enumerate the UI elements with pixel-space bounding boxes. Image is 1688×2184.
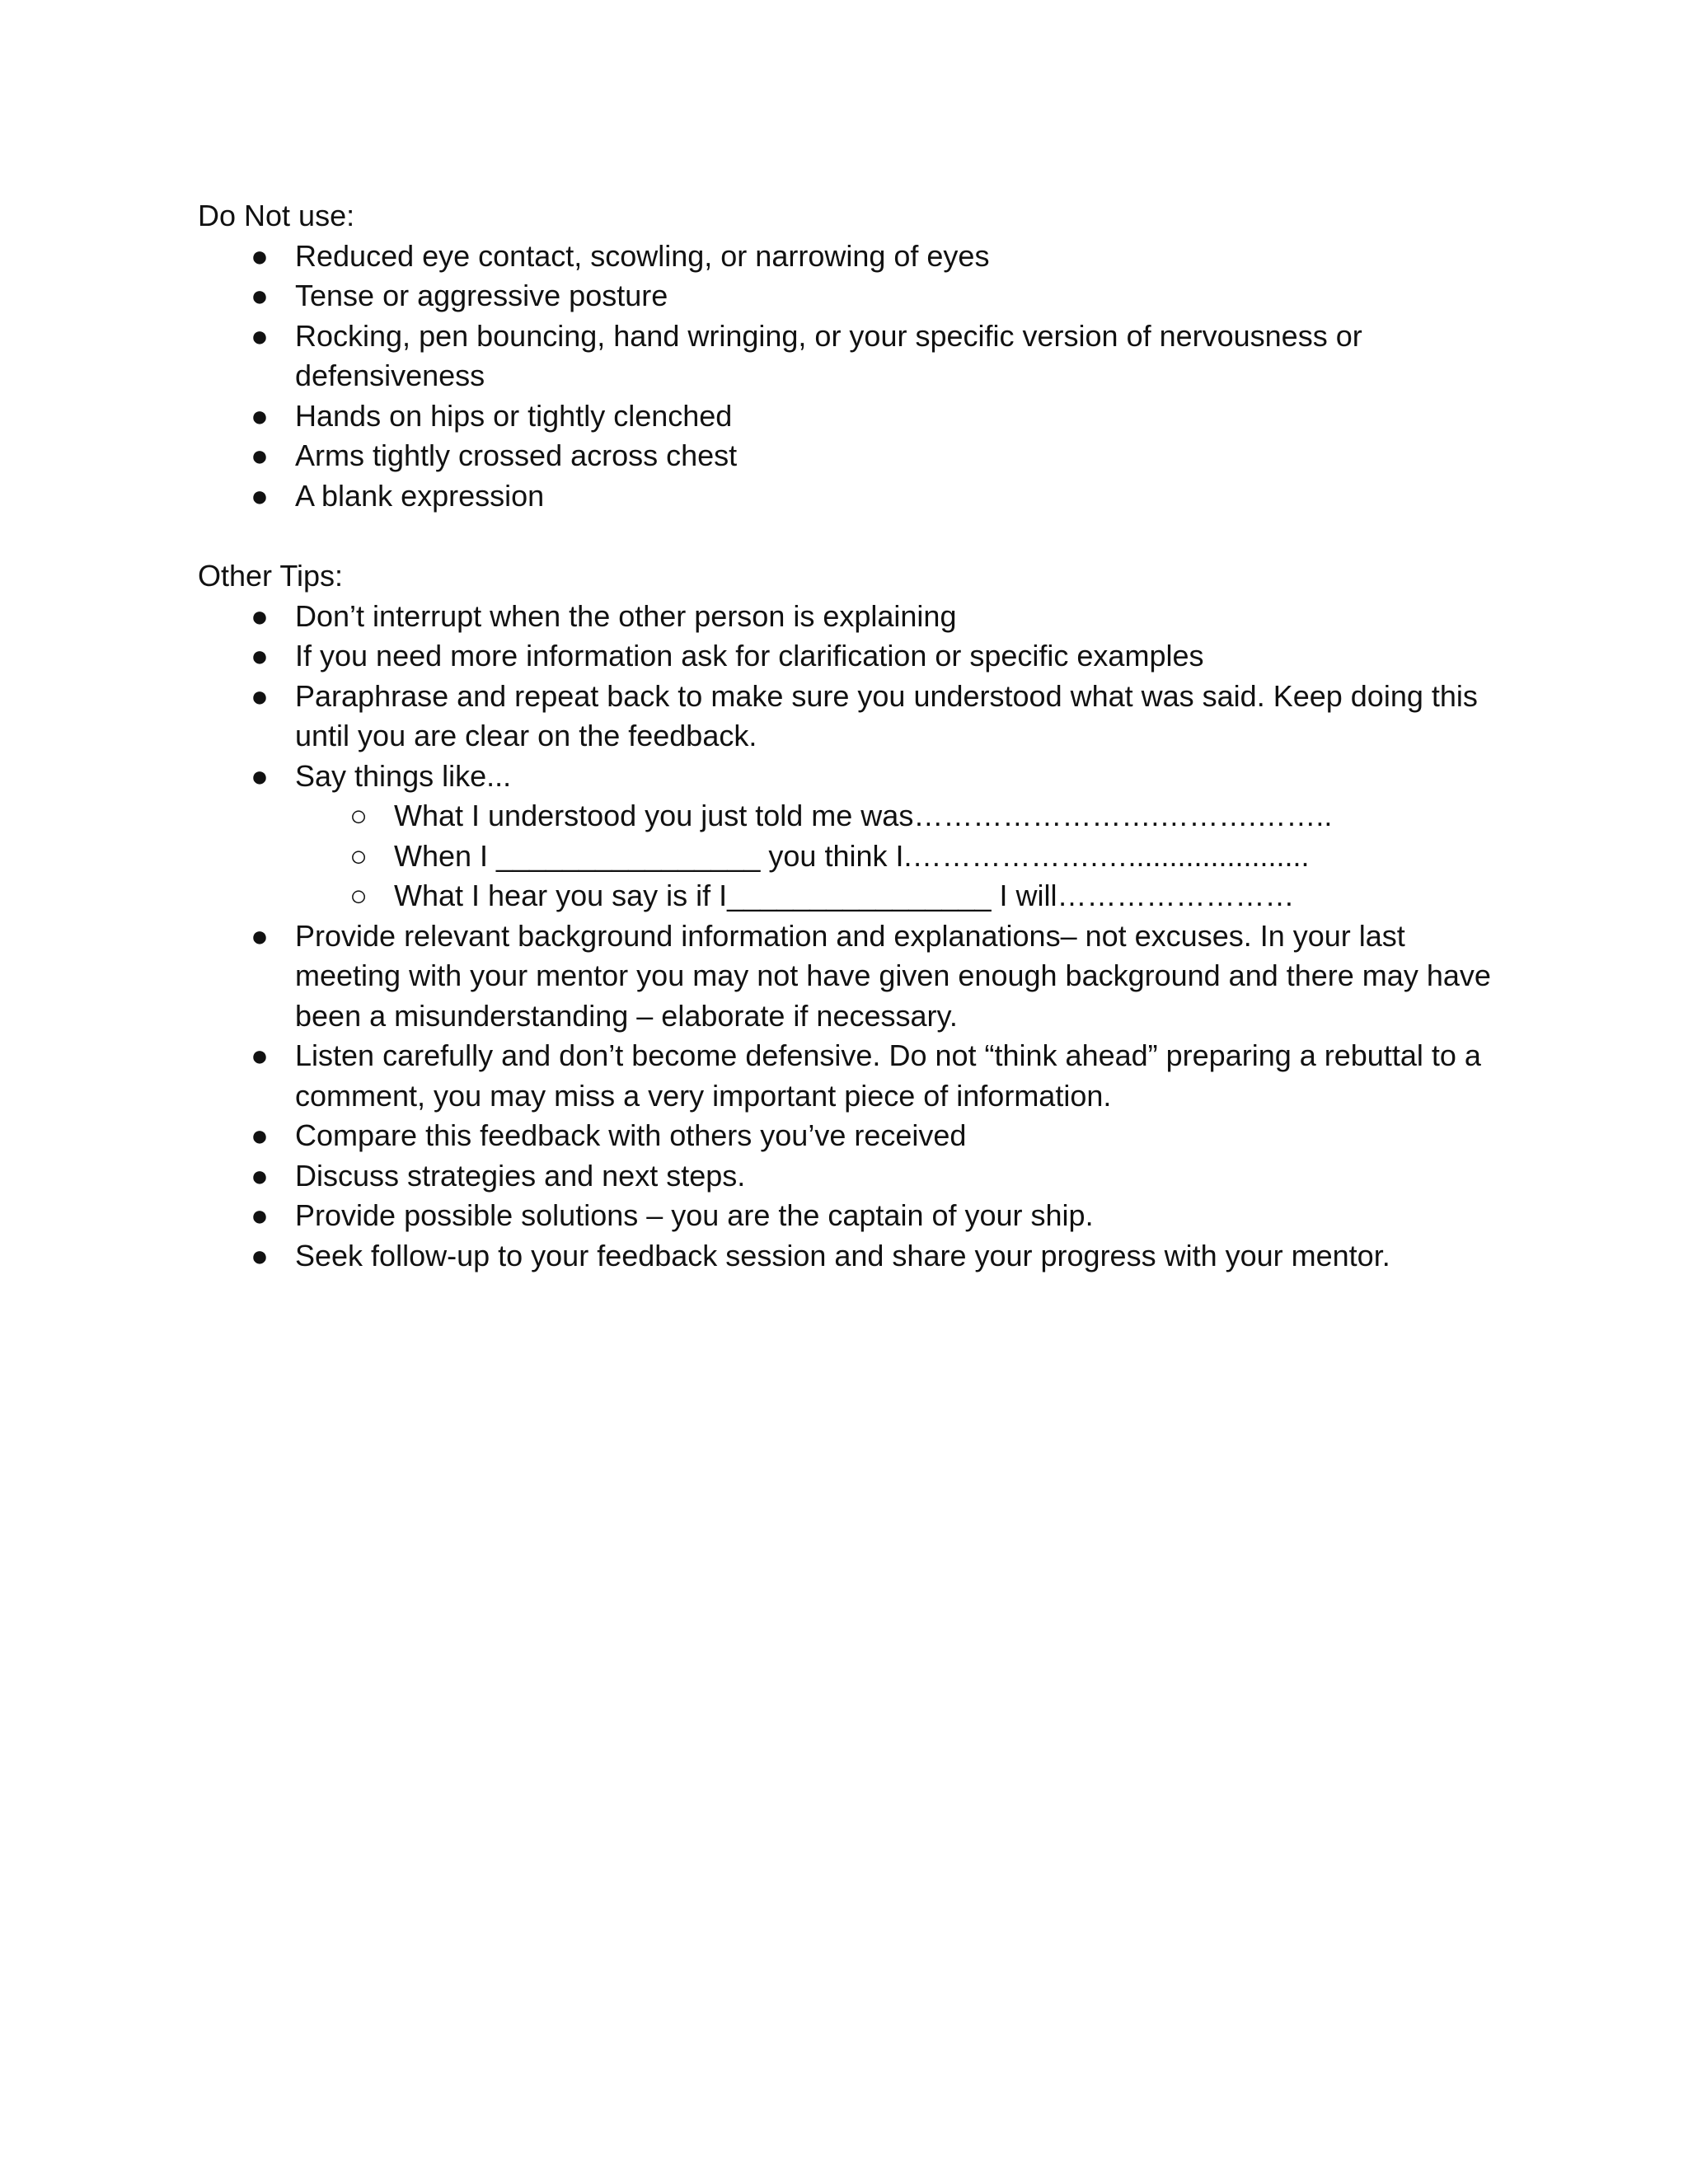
list-item (198, 1156, 1517, 1197)
sub-list-item-text: When I ________________ you think I.……………….…...................... (394, 838, 1310, 873)
list-item-text: Don’t interrupt when the other person is explaining (295, 598, 957, 633)
hollow-bullet-icon: ○ (349, 799, 368, 832)
list-item (198, 436, 1517, 476)
sub-list-item (295, 796, 1517, 837)
bullet-icon: ● (251, 1238, 269, 1272)
list-item-text: Discuss strategies and next steps. (295, 1158, 746, 1193)
list-item (198, 276, 1517, 316)
bullet-icon: ● (251, 918, 269, 953)
list-item-text: Paraphrase and repeat back to make sure you understood what was said. Keep doing this until you are clear on the feedback. (295, 678, 1478, 752)
bullet-icon: ● (251, 758, 269, 793)
list-item (198, 1236, 1517, 1277)
bullet-icon: ● (251, 279, 269, 312)
list-item-text: Provide possible solutions – you are the captain of your ship. (295, 1198, 1094, 1232)
bullet-icon: ● (251, 598, 269, 633)
sub-list-item (295, 837, 1517, 877)
list-item-text: Compare this feedback with others you’ve received (295, 1118, 967, 1152)
list-item (198, 1196, 1517, 1236)
list-item-text: Reduced eye contact, scowling, or narrowing of eyes (295, 238, 990, 273)
document-body (198, 196, 1517, 1276)
say-things-sub-list (295, 796, 1517, 916)
list-item (198, 677, 1517, 757)
bullet-icon: ● (251, 678, 269, 713)
hollow-bullet-icon: ○ (349, 879, 368, 912)
list-item (198, 316, 1517, 396)
list-item (198, 237, 1517, 277)
section-spacer (198, 516, 1517, 556)
list-item (198, 476, 1517, 517)
list-item-text: Provide relevant background information and explanations– not excuses. In your last meeting with your mentor you may not have given enough background and there may have been a misunderstanding – elaborate if necessary. (295, 918, 1491, 1033)
bullet-icon: ● (251, 1038, 269, 1072)
list-item-text: A blank expression (295, 478, 545, 513)
list-item (198, 1036, 1517, 1116)
list-item (198, 597, 1517, 637)
list-item-text: Rocking, pen bouncing, hand wringing, or your specific version of nervousness or defensiveness (295, 318, 1362, 392)
hollow-bullet-icon: ○ (349, 838, 368, 873)
bullet-icon: ● (251, 318, 269, 353)
sub-list-item-text: What I understood you just told me was…………………….……….…….. (394, 799, 1333, 832)
list-item-text: If you need more information ask for clarification or specific examples (295, 639, 1204, 673)
list-item-text: Arms tightly crossed across chest (295, 438, 738, 472)
bullet-icon: ● (251, 1118, 269, 1152)
list-item-text: Seek follow-up to your feedback session and share your progress with your mentor. (295, 1238, 1390, 1272)
do-not-use-list (198, 237, 1517, 517)
bullet-icon: ● (251, 438, 269, 472)
list-item-text: Tense or aggressive posture (295, 279, 668, 312)
bullet-icon: ● (251, 398, 269, 433)
list-item (198, 636, 1517, 677)
section-heading-do-not-use: Do Not use: (198, 199, 355, 232)
bullet-icon: ● (251, 478, 269, 513)
bullet-icon: ● (251, 238, 269, 273)
list-item (198, 1116, 1517, 1156)
list-item-text: Say things like... (295, 758, 512, 793)
list-item-text: Listen carefully and don’t become defensive. Do not “think ahead” preparing a rebuttal to a comment, you may miss a very important piece of information. (295, 1038, 1481, 1113)
sub-list-item (295, 876, 1517, 916)
bullet-icon: ● (251, 1198, 269, 1232)
bullet-icon: ● (251, 1158, 269, 1193)
sub-list-item-text: What I hear you say is if I________________ I will…………………… (394, 879, 1295, 912)
list-item (198, 757, 1517, 916)
list-item (198, 916, 1517, 1037)
list-item (198, 396, 1517, 437)
list-item-text: Hands on hips or tightly clenched (295, 398, 733, 433)
other-tips-list (198, 597, 1517, 1277)
bullet-icon: ● (251, 639, 269, 673)
section-heading-other-tips: Other Tips: (198, 559, 344, 593)
